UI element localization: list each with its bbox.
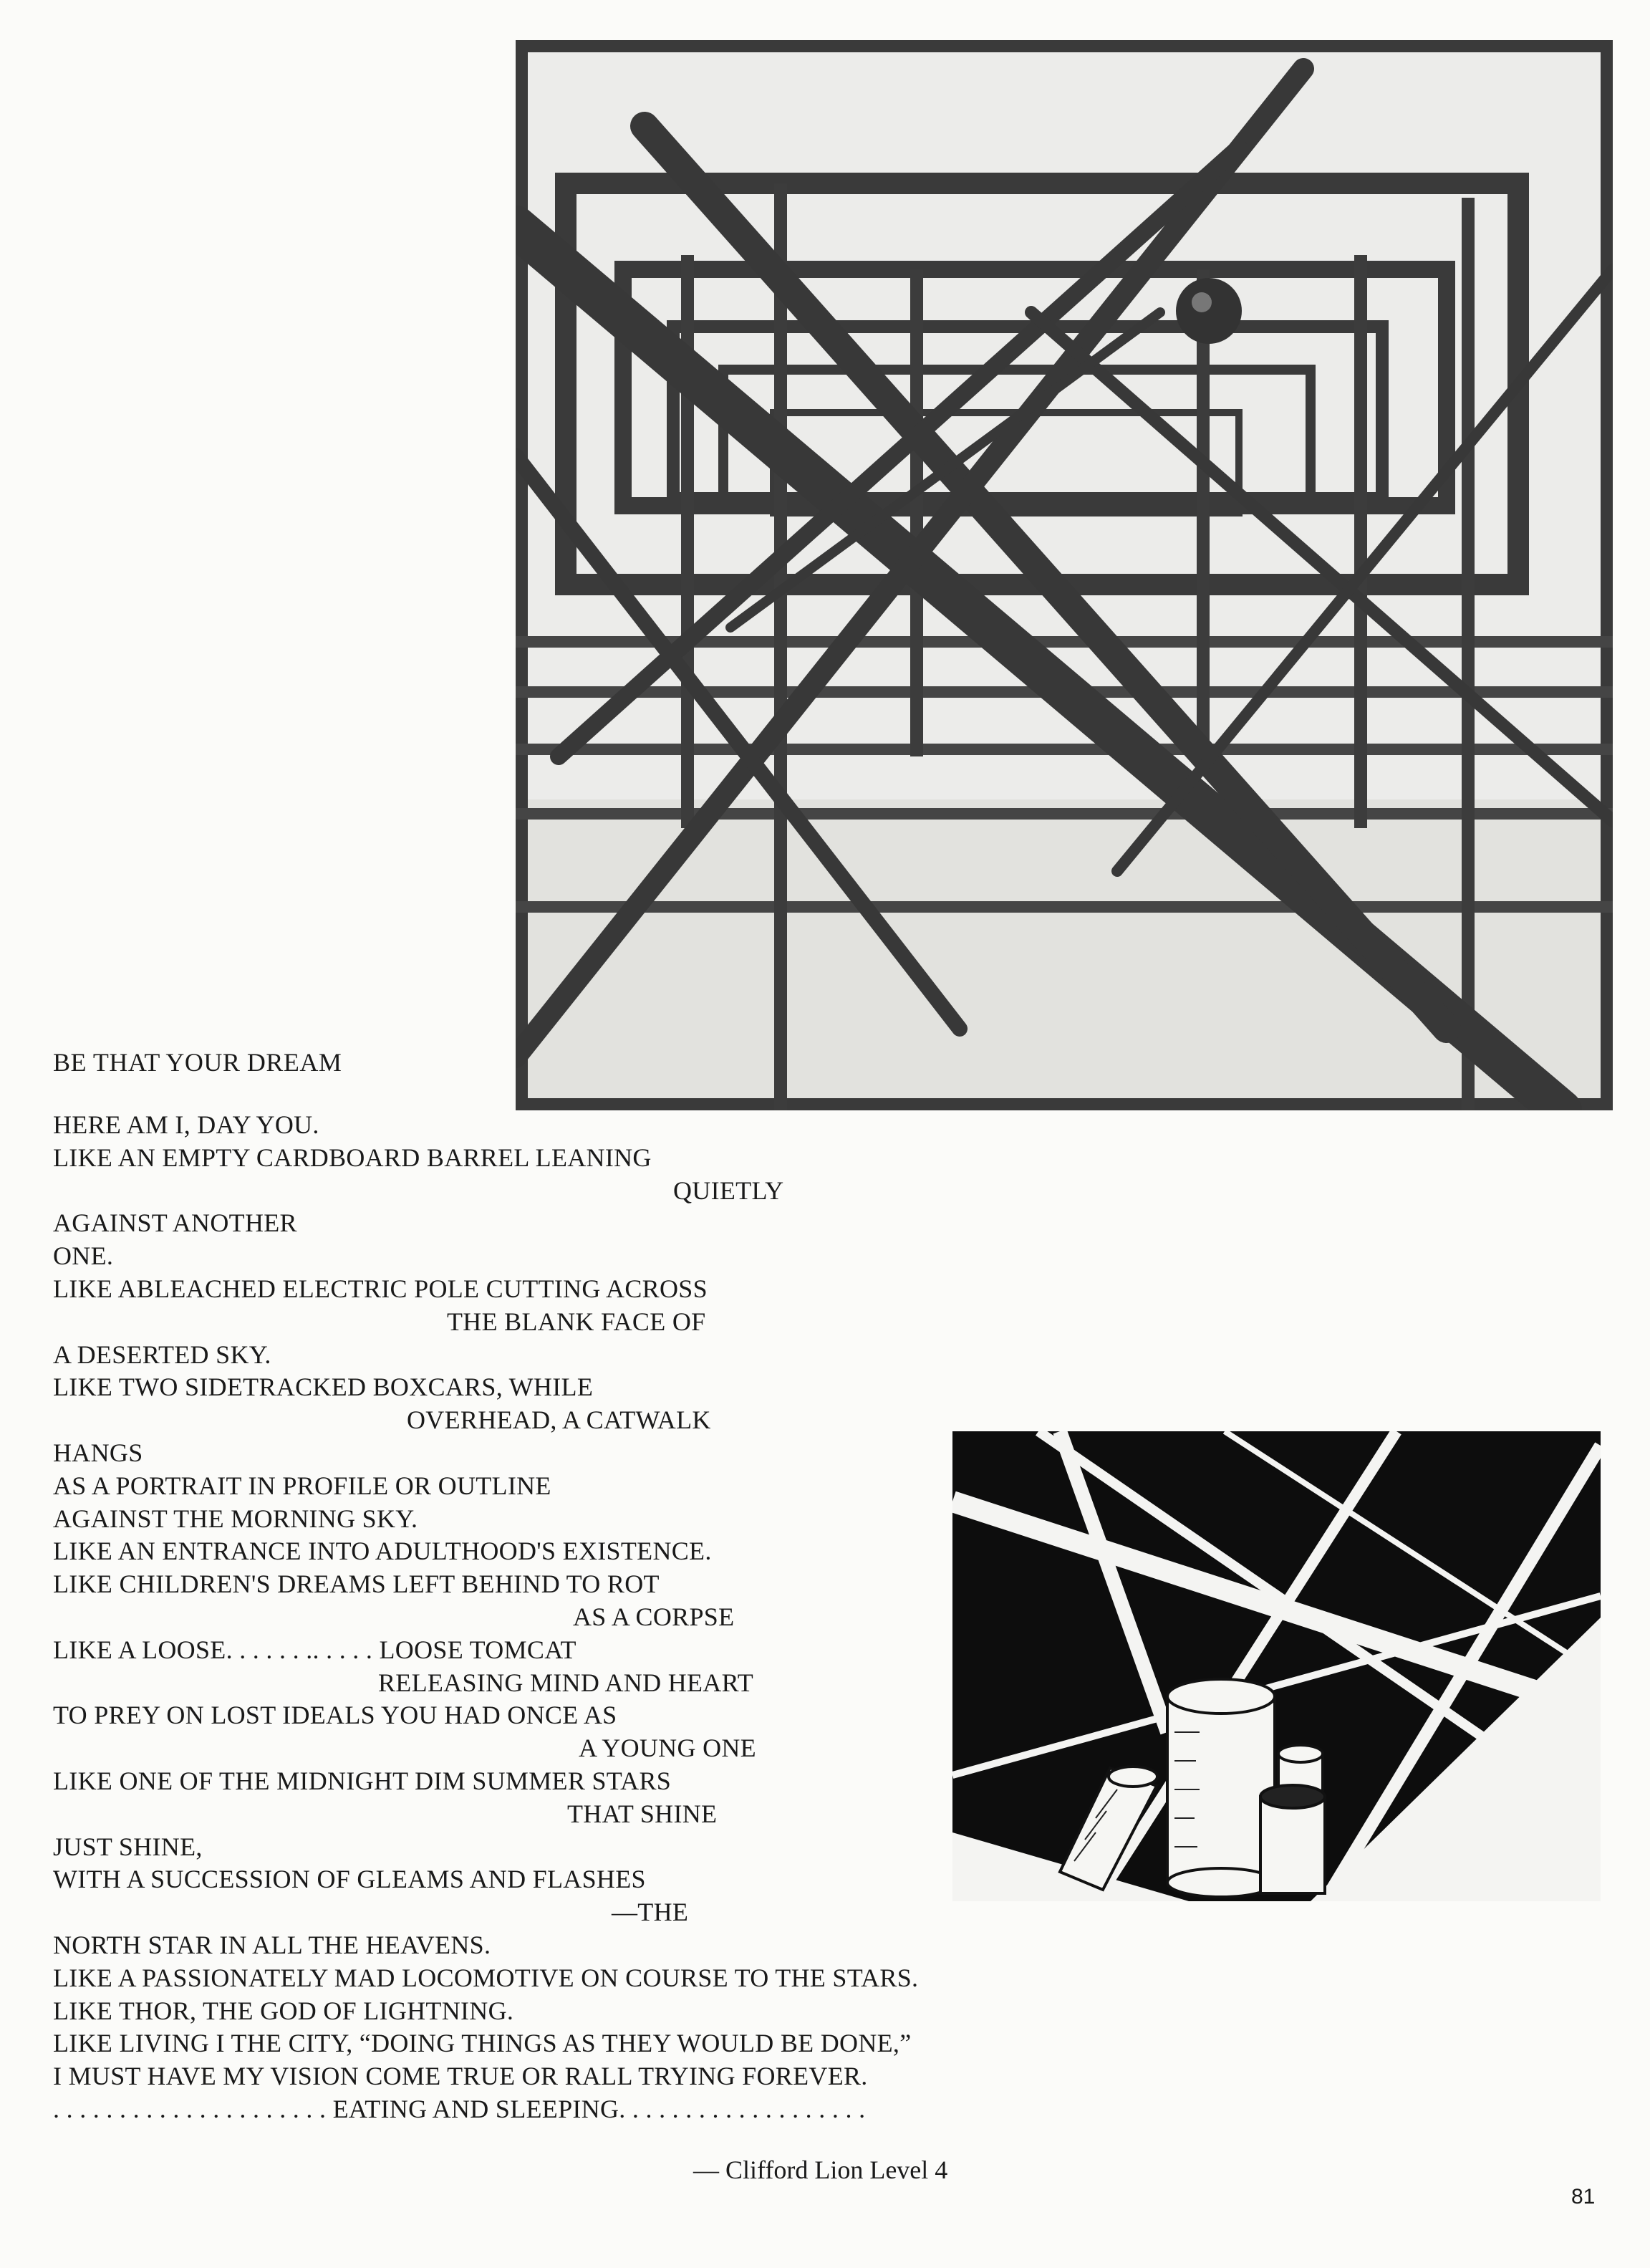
poem-line: A YOUNG ONE (579, 1734, 756, 1763)
poem-line: AGAINST ANOTHER (53, 1209, 297, 1238)
poem-line: LIKE THOR, THE GOD OF LIGHTNING. (53, 1996, 514, 2025)
poem-body (53, 1109, 1041, 2126)
poem-line: OVERHEAD, A CATWALK (407, 1406, 711, 1435)
poem-line: LIKE ONE OF THE MIDNIGHT DIM SUMMER STARS (53, 1766, 672, 1795)
poem-line: LIKE AN EMPTY CARDBOARD BARREL LEANING (53, 1143, 652, 1172)
poem-line: AS A CORPSE (573, 1602, 735, 1631)
poem-line: THAT SHINE (567, 1799, 718, 1828)
poem-line: THE BLANK FACE OF (447, 1307, 706, 1336)
poem-line: WITH A SUCCESSION OF GLEAMS AND FLASHES (53, 1865, 646, 1894)
poem-line: HERE AM I, DAY YOU. (53, 1110, 319, 1139)
poem-line: AS A PORTRAIT IN PROFILE OR OUTLINE (53, 1471, 551, 1500)
author-signature: — Clifford Lion Level 4 (693, 2156, 948, 2184)
poem-line: LIKE A LOOSE. . . . . . .. . . . . LOOSE TOMCAT (53, 1635, 576, 1664)
poem-title: BE THAT YOUR DREAM (53, 1048, 342, 1077)
poem-line: AGAINST THE MORNING SKY. (53, 1504, 418, 1533)
page-number: 81 (1571, 2185, 1596, 2209)
poem-line: I MUST HAVE MY VISION COME TRUE OR RALL TRYING FOREVER. (53, 2062, 868, 2091)
poem-line: RELEASING MIND AND HEART (378, 1668, 754, 1697)
poem-line: NORTH STAR IN ALL THE HEAVENS. (53, 1930, 491, 1959)
poem-line: HANGS (53, 1438, 143, 1467)
poem-line: . . . . . . . . . . . . . . . . . . . . . EATING AND SLEEPING. . . . . . . . . . . . . . . . . . . (53, 2094, 866, 2123)
poem-line: TO PREY ON LOST IDEALS YOU HAD ONCE AS (53, 1701, 617, 1730)
poem-line: QUIETLY (673, 1176, 784, 1205)
poem-line: ONE. (53, 1241, 114, 1271)
poem-line: LIKE AN ENTRANCE INTO ADULTHOOD'S EXISTENCE. (53, 1537, 712, 1566)
ink-drawing-cylinders (952, 1431, 1601, 1901)
poem-line: A DESERTED SKY. (53, 1340, 271, 1369)
poem-line: LIKE LIVING I THE CITY, “DOING THINGS AS THEY WOULD BE DONE,” (53, 2029, 912, 2058)
poem-line: JUST SHINE, (53, 1832, 203, 1861)
poem-line: LIKE ABLEACHED ELECTRIC POLE CUTTING ACROSS (53, 1274, 708, 1303)
steel-frame-photo (516, 40, 1613, 1110)
poem-line: LIKE TWO SIDETRACKED BOXCARS, WHILE (53, 1373, 594, 1402)
poem-line: —THE (612, 1898, 689, 1927)
poem-line: LIKE CHILDREN'S DREAMS LEFT BEHIND TO ROT (53, 1570, 660, 1599)
poem-line: LIKE A PASSIONATELY MAD LOCOMOTIVE ON COURSE TO THE STARS. (53, 1963, 919, 1992)
